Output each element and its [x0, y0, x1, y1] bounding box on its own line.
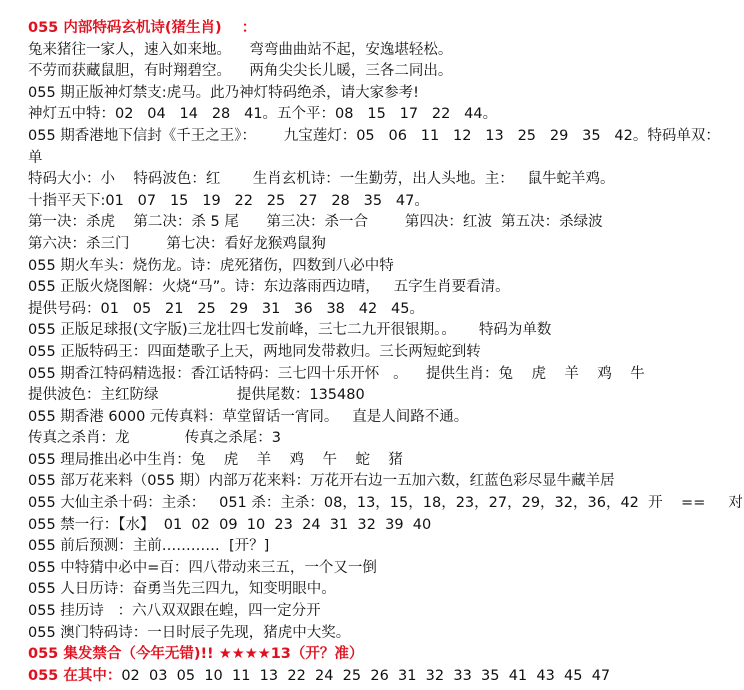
result-line: [28, 666, 744, 688]
text-line-20: 055 理局推出必中生肖：兔 虎 羊 鸡 午 蛇 猪: [28, 451, 403, 468]
text-line-14: 055 正版足球报(文字版)三龙壮四七发前峰，三七二九开很银期。。 特码为单数: [28, 322, 552, 339]
text-line-27: 055 挂历诗 ：六八双双跟在蝗，四一定分开: [28, 603, 321, 620]
text-line-8: 十指平天下:01 07 15 19 22 25 27 28 35 47。: [28, 192, 429, 209]
result-label: 055 在其中：: [28, 667, 122, 684]
text-line-9: 第一决：杀虎 第二决：杀 5 尾 第三决：杀一合 第四决：红波 第五决：杀绿波: [28, 214, 603, 231]
text-line-24: 055 前后预测：主前………… [开？]: [28, 538, 270, 555]
text-line-23: 055 禁一行：【水】 01 02 09 10 23 24 31 32 39 40: [28, 516, 432, 533]
text-line-10: 第六决：杀三门 第七决：看好龙猴鸡鼠狗: [28, 235, 326, 252]
text-line-11: 055 期火车头：烧伤龙。诗：虎死猪伤，四数到八必中特: [28, 257, 394, 274]
text-line-17: 提供波色：主红防绿 提供尾数：135480: [28, 387, 365, 404]
text-line-2: 不劳而获藏鼠胆，有时翔碧空。 两角尖尖长儿暖，三各二同出。: [28, 63, 453, 80]
promo-line: 055 集发禁合（今年无错)!! ★★★★13（开？准）: [28, 646, 364, 663]
text-line-26: 055 人日历诗：奋勇当先三四九，知变明眼中。: [28, 581, 336, 598]
text-line-15: 055 正版特码王：四面楚歌子上天，两地同发带救归。三长两短蛇到转: [28, 343, 481, 360]
text-line-18: 055 期香港 6000 元传真料：草堂留话一宵同。 直是人间路不通。: [28, 408, 469, 425]
text-line-22: 055 大仙主杀十码：主杀： 051 杀：主杀：08，13，15，18，23，27，29，32，36，42 开 == 对: [28, 495, 743, 512]
text-line-5: 055 期香港地下信封《千王之王》： 九宝莲灯：05 06 11 12 13 25 29 35 42。特码单双：: [28, 127, 720, 144]
text-line-25: 055 中特猜中必中=百：四八带动来三五，一个又一倒: [28, 559, 377, 576]
text-line-13: 提供号码：01 05 21 25 29 31 36 38 42 45。: [28, 300, 424, 317]
text-line-16: 055 期香江特码精选报：香江话特码：三七四十乐开怀 。 提供生肖：兔 虎 羊 鸡 牛: [28, 365, 645, 382]
text-line-3: 055 期正版神灯禁支:虎马。此乃神灯特码绝杀，请大家参考!: [28, 84, 419, 101]
text-line-7: 特码大小：小 特码波色：红 生肖玄机诗：一生勤劳，出人头地。主： 鼠牛蛇羊鸡。: [28, 171, 615, 188]
text-line-28: 055 澳门特码诗：一日时辰子先现，猪虎中大奖。: [28, 624, 351, 641]
text-line-21: 055 部万花来料（055 期）内部万花来料：万花开右边一五加六数，红蓝色彩尽显牛藏羊居: [28, 473, 615, 490]
document-title: 055 内部特码玄机诗(猪生肖) ：: [28, 20, 257, 36]
result-numbers: 02 03 05 10 11 13 22 24 25 26 31 32 33 35 41 43 45 47: [121, 667, 611, 684]
text-line-12: 055 正版火烧图解：火烧“马”。诗：东边落雨西边晴， 五字生肖要看清。: [28, 279, 510, 296]
text-line-1: 兔来猪往一家人，速入如来地。 弯弯曲曲站不起，安逸堪轻松。: [28, 41, 453, 58]
text-line-4: 神灯五中特：02 04 14 28 41。五个平：08 15 17 22 44。: [28, 106, 498, 123]
text-line-19: 传真之杀肖：龙 传真之杀尾：3: [28, 430, 282, 447]
text-line-6: 单: [28, 149, 43, 166]
